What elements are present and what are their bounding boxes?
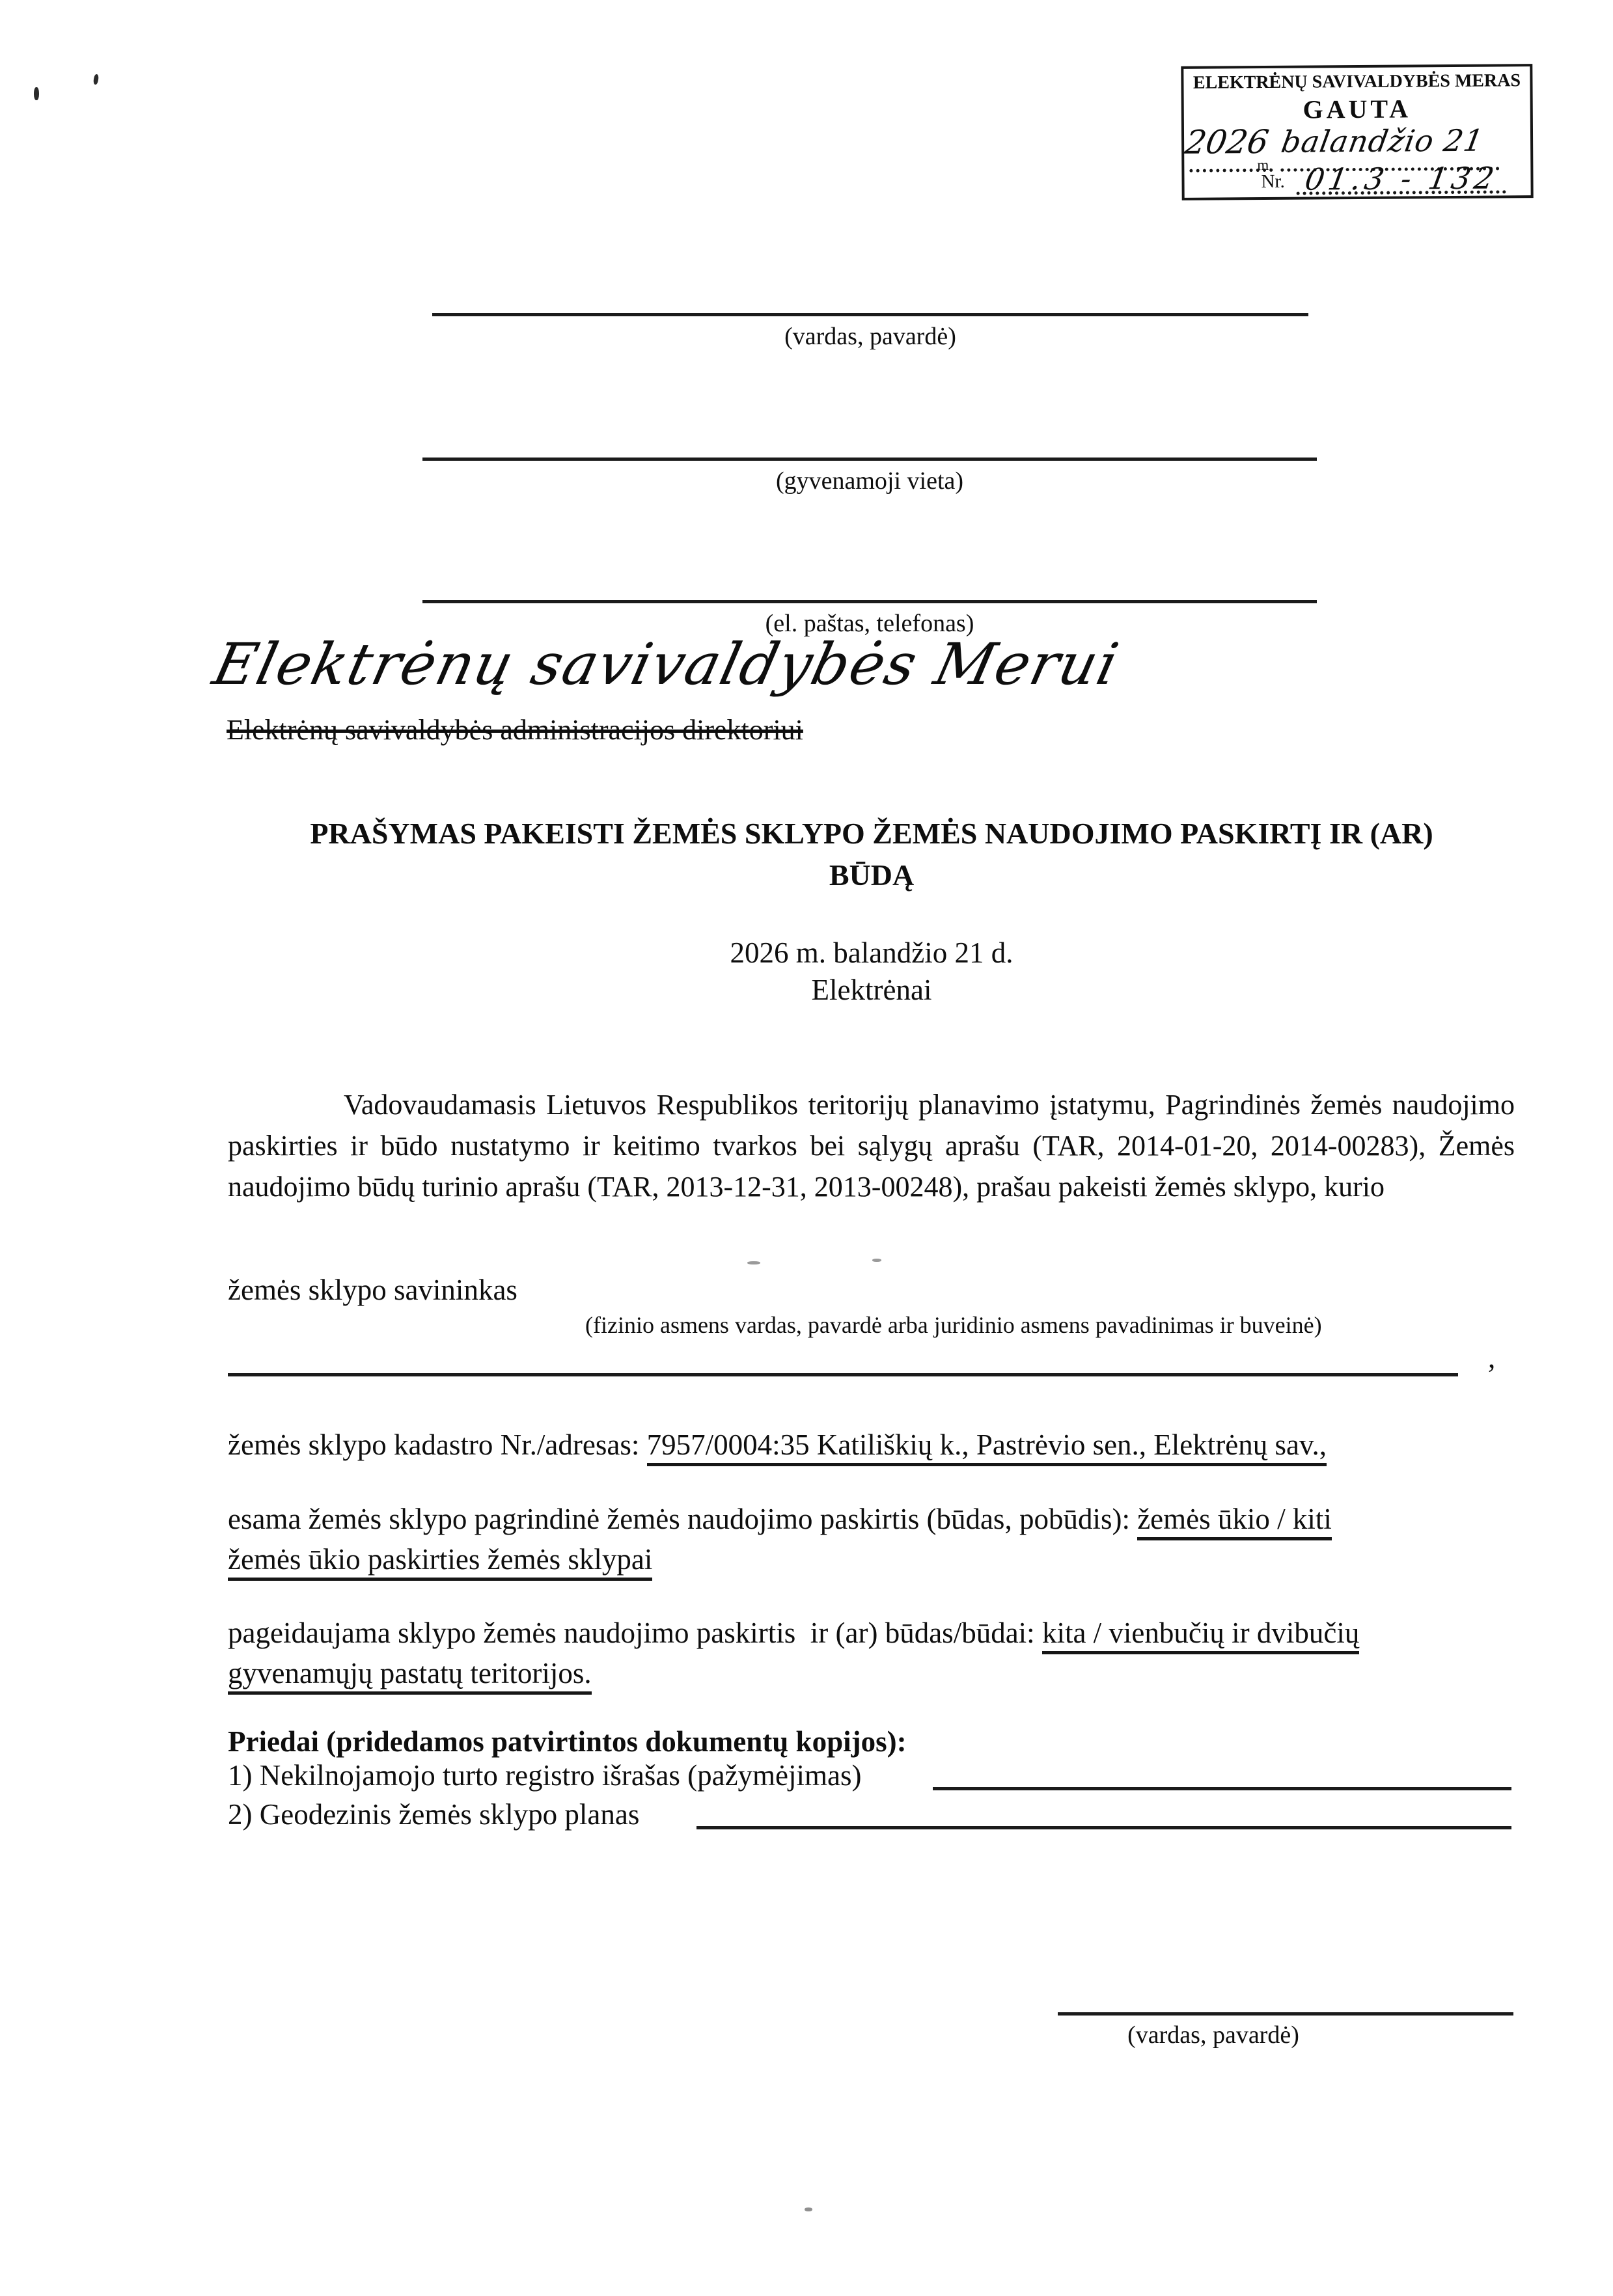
addressee-crossed-out: Elektrėnų savivaldybės administracijos direktoriui bbox=[227, 714, 803, 746]
current-purpose-field-line2 bbox=[228, 1541, 652, 1578]
scan-artifact bbox=[872, 1259, 881, 1262]
stamp-dotted-line bbox=[1189, 169, 1273, 172]
stamp-organization-label: ELEKTRĖNŲ SAVIVALDYBĖS MERAS bbox=[1193, 70, 1521, 93]
owner-blank-line bbox=[228, 1373, 1458, 1376]
scan-artifact bbox=[93, 74, 99, 85]
signature-blank-line bbox=[1058, 2012, 1513, 2016]
document-title-line1: PRAŠYMAS PAKEISTI ŽEMĖS SKLYPO ŽEMĖS NAUDOJIMO PASKIRTĮ IR (AR) bbox=[310, 817, 1433, 850]
owner-trailing-comma: , bbox=[1488, 1341, 1496, 1374]
stamp-number-handwritten: 01.3 - 132 bbox=[1302, 160, 1501, 197]
desired-purpose-value-line2: gyvenamųjų pastatų teritorijos. bbox=[228, 1657, 592, 1695]
stamp-number-label: Nr. bbox=[1261, 171, 1285, 193]
cadastre-label: žemės sklypo kadastro Nr./adresas: bbox=[228, 1428, 647, 1461]
document-date: 2026 m. balandžio 21 d. bbox=[730, 936, 1013, 969]
applicant-name-blank-line bbox=[432, 313, 1308, 316]
current-purpose-field-line1 bbox=[228, 1501, 1332, 1537]
attachment-item-2: 2) Geodezinis žemės sklypo planas bbox=[228, 1798, 647, 1831]
desired-purpose-field-line1 bbox=[228, 1615, 1359, 1651]
residence-hint: (gyvenamoji vieta) bbox=[775, 467, 964, 495]
cadastre-field bbox=[228, 1427, 1327, 1463]
document-place: Elektrėnai bbox=[811, 974, 932, 1006]
current-purpose-value-line2: žemės ūkio paskirties žemės sklypai bbox=[228, 1543, 652, 1581]
desired-purpose-value-line1: kita / vienbučių ir dvibučių bbox=[1042, 1617, 1359, 1654]
owner-label: žemės sklypo savininkas bbox=[228, 1274, 517, 1306]
scan-artifact bbox=[805, 2207, 812, 2211]
desired-purpose-field-line2 bbox=[228, 1655, 592, 1691]
stamp-month-unit-label: m. bbox=[1257, 156, 1273, 174]
scan-artifact bbox=[34, 87, 39, 100]
owner-hint: (fizinio asmens vardas, pavardė arba juridinio asmens pavadinimas ir buveinė) bbox=[585, 1312, 1322, 1338]
attachment-1-blank-line bbox=[933, 1787, 1511, 1790]
signature-hint: (vardas, pavardė) bbox=[1127, 2021, 1299, 2049]
addressee-handwritten: Elektrėnų savivaldybės Merui bbox=[207, 631, 1126, 698]
contact-blank-line bbox=[422, 600, 1317, 603]
attachments-heading: Priedai (pridedamos patvirtintos dokumentų kopijos): bbox=[228, 1725, 907, 1758]
stamp-date-handwritten: balandžio 21 bbox=[1278, 122, 1487, 159]
attachment-item-1: 1) Nekilnojamojo turto registro išrašas (pažymėjimas) bbox=[228, 1759, 862, 1792]
body-paragraph: Vadovaudamasis Lietuvos Respublikos teritorijų planavimo įstatymu, Pagrindinės žemės naudojimo paskirties ir būdo nustatymo ir keitimo tvarkos bei sąlygų aprašu (TAR, 2014-01-20, 2014-00283), Žemės naudojimo būdų turinio aprašu (TAR, 2013-12-31, 2013-00248), prašau pakeisti žemės sklypo, kurio bbox=[228, 1089, 1515, 1203]
stamp-received-label: GAUTA bbox=[1303, 94, 1412, 124]
attachment-2-blank-line bbox=[696, 1826, 1511, 1829]
residence-blank-line bbox=[422, 458, 1317, 461]
document-title-line2: BŪDĄ bbox=[829, 858, 915, 892]
cadastre-value: 7957/0004:35 Katiliškių k., Pastrėvio sen., Elektrėnų sav., bbox=[647, 1428, 1327, 1466]
contact-hint: (el. paštas, telefonas) bbox=[765, 610, 974, 637]
current-purpose-value-line1: žemės ūkio / kiti bbox=[1137, 1503, 1332, 1540]
scan-artifact bbox=[747, 1261, 760, 1264]
desired-purpose-label: pageidaujama sklypo žemės naudojimo paskirtis ir (ar) būdas/būdai: bbox=[228, 1617, 1042, 1649]
stamp-year-handwritten: 2026 bbox=[1182, 122, 1272, 161]
applicant-name-hint: (vardas, pavardė) bbox=[784, 323, 956, 350]
current-purpose-label: esama žemės sklypo pagrindinė žemės naudojimo paskirtis (būdas, pobūdis): bbox=[228, 1503, 1138, 1535]
received-stamp bbox=[1181, 64, 1533, 200]
